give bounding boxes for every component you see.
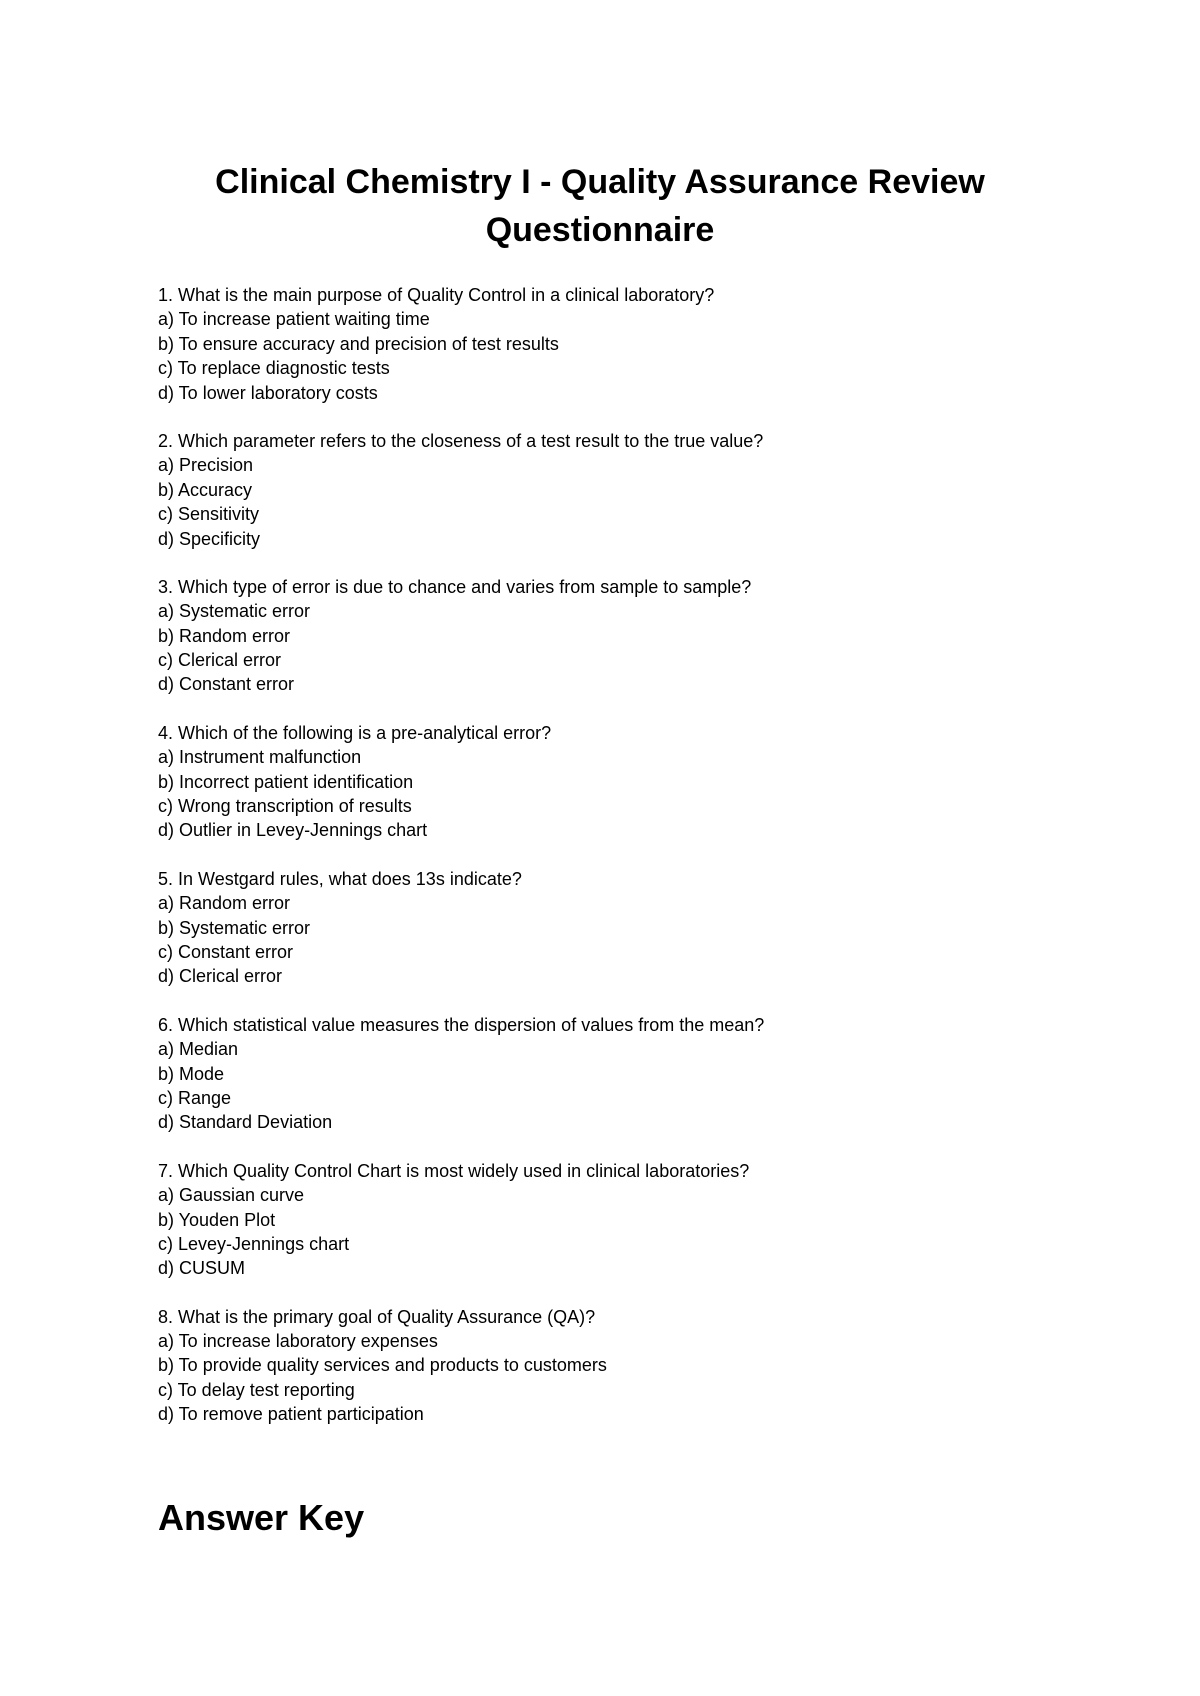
question-block bbox=[158, 867, 1058, 989]
answer-option: a) Precision bbox=[158, 455, 254, 476]
page-title: Clinical Chemistry I - Quality Assurance Review Questionnaire bbox=[215, 163, 985, 249]
answer-option: d) Constant error bbox=[158, 674, 295, 695]
answer-option: c) To replace diagnostic tests bbox=[158, 358, 390, 379]
question-text: 5. In Westgard rules, what does 13s indicate? bbox=[158, 868, 522, 889]
answer-option: d) Standard Deviation bbox=[158, 1112, 333, 1133]
question-block bbox=[158, 1159, 1058, 1281]
answer-option: b) Mode bbox=[158, 1063, 225, 1084]
question-text: 7. Which Quality Control Chart is most widely used in clinical laboratories? bbox=[158, 1160, 750, 1181]
answer-option: a) Systematic error bbox=[158, 601, 311, 622]
question-block bbox=[158, 575, 1058, 697]
question-text: 3. Which type of error is due to chance and varies from sample to sample? bbox=[158, 576, 752, 597]
answer-option: b) Accuracy bbox=[158, 479, 253, 500]
answer-option: d) To lower laboratory costs bbox=[158, 382, 378, 403]
answer-option: b) To provide quality services and products to customers bbox=[158, 1355, 607, 1376]
question-block bbox=[158, 721, 1058, 843]
question-block bbox=[158, 429, 1058, 551]
answer-option: a) To increase laboratory expenses bbox=[158, 1331, 438, 1352]
answer-option: a) Instrument malfunction bbox=[158, 747, 362, 768]
answer-option: d) Outlier in Levey-Jennings chart bbox=[158, 820, 428, 841]
question-text: 4. Which of the following is a pre-analytical error? bbox=[158, 722, 552, 743]
answer-option: c) Levey-Jennings chart bbox=[158, 1233, 350, 1254]
question-list bbox=[158, 283, 1058, 1451]
answer-option: d) Clerical error bbox=[158, 966, 283, 987]
question-text: 6. Which statistical value measures the dispersion of values from the mean? bbox=[158, 1014, 765, 1035]
answer-option: c) Constant error bbox=[158, 941, 294, 962]
answer-option: c) Wrong transcription of results bbox=[158, 796, 412, 817]
question-text: 1. What is the main purpose of Quality Control in a clinical laboratory? bbox=[158, 285, 715, 305]
answer-option: c) To delay test reporting bbox=[158, 1379, 355, 1400]
answer-option: b) Systematic error bbox=[158, 917, 311, 938]
answer-option: a) To increase patient waiting time bbox=[158, 309, 430, 330]
answer-option: c) Range bbox=[158, 1087, 232, 1108]
answer-option: d) To remove patient participation bbox=[158, 1404, 424, 1425]
answer-option: d) Specificity bbox=[158, 528, 261, 549]
question-text: 2. Which parameter refers to the closeness of a test result to the true value? bbox=[158, 430, 764, 451]
answer-option: c) Sensitivity bbox=[158, 504, 260, 525]
answer-key-heading: Answer Key bbox=[158, 1497, 365, 1538]
question-text: 8. What is the primary goal of Quality Assurance (QA)? bbox=[158, 1306, 596, 1327]
answer-option: b) To ensure accuracy and precision of test results bbox=[158, 333, 559, 354]
answer-option: b) Incorrect patient identification bbox=[158, 771, 414, 792]
question-block bbox=[158, 1305, 1058, 1427]
question-block bbox=[158, 283, 1058, 405]
answer-option: b) Random error bbox=[158, 625, 291, 646]
answer-option: a) Median bbox=[158, 1039, 239, 1060]
answer-option: a) Random error bbox=[158, 893, 291, 914]
answer-option: c) Clerical error bbox=[158, 650, 282, 671]
answer-option: a) Gaussian curve bbox=[158, 1185, 305, 1206]
answer-option: d) CUSUM bbox=[158, 1258, 246, 1279]
answer-option: b) Youden Plot bbox=[158, 1209, 276, 1230]
question-block bbox=[158, 1013, 1058, 1135]
